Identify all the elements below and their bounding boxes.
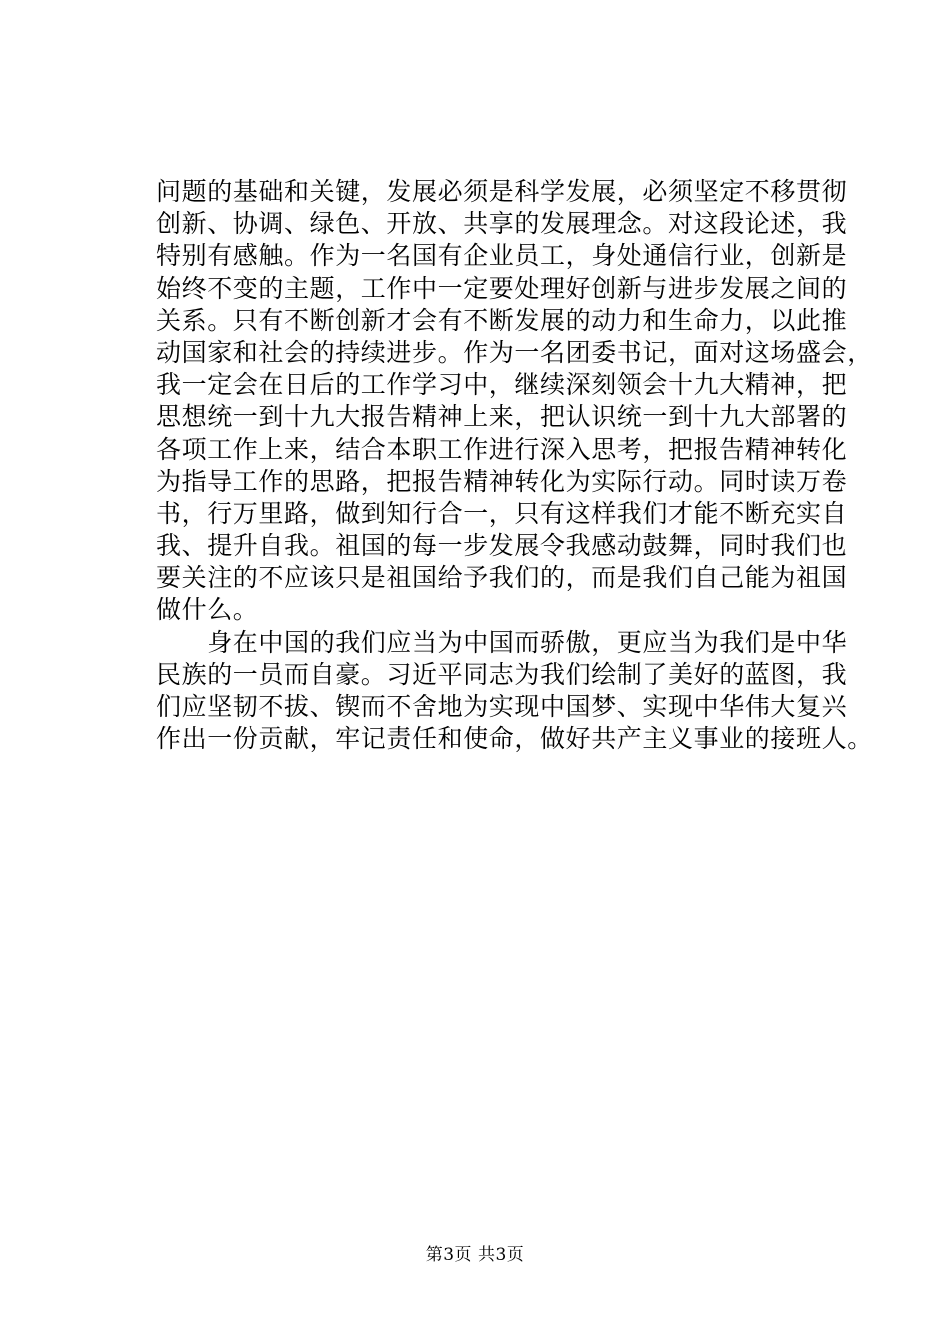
text-line: 特别有感触。作为一名国有企业员工，身处通信行业，创新是 [156, 241, 848, 271]
text-line: 民族的一员而自豪。习近平同志为我们绘制了美好的蓝图，我 [156, 659, 848, 689]
text-line: 关系。只有不断创新才会有不断发展的动力和生命力，以此推 [156, 305, 848, 335]
text-line: 我、提升自我。祖国的每一步发展令我感动鼓舞，同时我们也 [156, 531, 848, 561]
text-line: 书，行万里路，做到知行合一，只有这样我们才能不断充实自 [156, 498, 848, 528]
text-line: 们应坚韧不拔、锲而不舍地为实现中国梦、实现中华伟大复兴 [156, 692, 848, 721]
text-line: 为指导工作的思路，把报告精神转化为实际行动。同时读万卷 [156, 466, 848, 496]
text-line: 思想统一到十九大报告精神上来，把认识统一到十九大部署的 [156, 402, 848, 432]
body-text [156, 176, 873, 755]
text-line: 要关注的不应该只是祖国给予我们的，而是我们自己能为祖国 [156, 563, 848, 593]
text-line: 身在中国的我们应当为中国而骄傲，更应当为我们是中华 [156, 627, 848, 657]
text-line: 问题的基础和关键，发展必须是科学发展，必须坚定不移贯彻 [156, 177, 848, 206]
text-line: 各项工作上来，结合本职工作进行深入思考，把报告精神转化 [156, 434, 848, 464]
text-line: 我一定会在日后的工作学习中，继续深刻领会十九大精神，把 [156, 370, 848, 400]
text-line: 作出一份贡献，牢记责任和使命，做好共产主义事业的接班人。 [156, 724, 873, 754]
text-line: 做什么。 [156, 595, 259, 625]
text-line: 创新、协调、绿色、开放、共享的发展理念。对这段论述，我 [156, 209, 848, 239]
text-line: 动国家和社会的持续进步。作为一名团委书记，面对这场盛会， [156, 337, 873, 367]
page-number-footer: 第3页 共3页 [425, 1245, 525, 1265]
text-line: 始终不变的主题，工作中一定要处理好创新与进步发展之间的 [156, 273, 848, 303]
